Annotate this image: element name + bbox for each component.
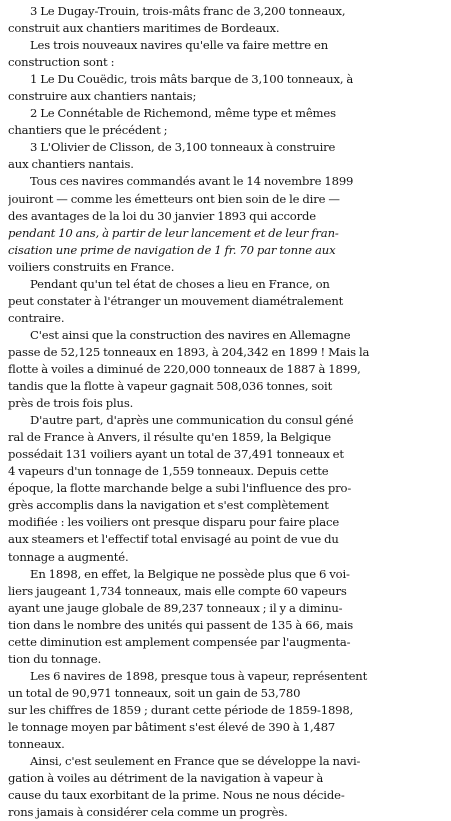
text-line: près de trois fois plus. [8, 396, 134, 411]
text-line: aux chantiers nantais. [8, 157, 134, 172]
text-line: possédait 131 voiliers ayant un total de 37,491 tonneaux et [8, 447, 344, 462]
text-line: chantiers que le précédent ; [8, 123, 168, 138]
paragraph-dugay-trouin [8, 3, 443, 37]
text-line: tonneaux. [8, 737, 65, 752]
text-line: Les 6 navires de 1898, presque tous à vapeur, représentent [30, 668, 368, 683]
text-line: sur les chiffres de 1859 ; durant cette période de 1859-1898, [8, 702, 354, 717]
text-line: passe de 52,125 tonneaux en 1893, à 204,342 en 1899 ! Mais la [8, 344, 370, 359]
text-line: Tous ces navires commandés avant le 14 novembre 1899 [30, 174, 354, 189]
text-line: gation à voiles au détriment de la navigation à vapeur à [8, 771, 324, 786]
paragraph-belgique-1898 [8, 566, 443, 668]
text-line: D'autre part, d'après une communication du consul géné [30, 413, 354, 428]
text-line: flotte à voiles a diminué de 220,000 tonneaux de 1887 à 1899, [8, 361, 361, 376]
text-line: peut constater à l'étranger un mouvement diamétralement [8, 293, 344, 308]
text-line: un total de 90,971 tonneaux, soit un gain de 53,780 [8, 685, 301, 700]
text-line: le tonnage moyen par bâtiment s'est élevé de 390 à 1,487 [8, 719, 336, 734]
text-line: tion dans le nombre des unités qui passent de 135 à 66, mais [8, 617, 354, 632]
text-line: rons jamais à considérer cela comme un progrès. [8, 805, 288, 820]
text-line: construit aux chantiers maritimes de Bordeaux. [8, 21, 280, 36]
text-line: aux steamers et l'effectif total envisagé au point de vue du [8, 532, 339, 547]
text-line: cause du taux exorbitant de la prime. Nous ne nous décide- [8, 788, 345, 803]
text-line: 4 vapeurs d'un tonnage de 1,559 tonneaux. Depuis cette [8, 464, 329, 479]
text-line: époque, la flotte marchande belge a subi l'influence des pro- [8, 481, 352, 496]
text-line: des avantages de la loi du 30 janvier 1893 qui accorde [8, 208, 317, 223]
paragraph-du-couedic [8, 71, 443, 105]
text-line: 1 Le Du Couëdic, trois mâts barque de 3,100 tonneaux, à [30, 72, 354, 87]
paragraph-conclusion [8, 753, 443, 821]
text-line: voiliers construits en France. [8, 259, 175, 274]
text-line: jouiront — comme les émetteurs ont bien soin de le dire — [8, 191, 340, 206]
text-line: construire aux chantiers nantais; [8, 89, 197, 104]
paragraph-connetable [8, 105, 443, 139]
text-line: Les trois nouveaux navires qu'elle va faire mettre en [30, 38, 329, 53]
text-line: 3 L'Olivier de Clisson, de 3,100 tonneaux à construire [30, 140, 336, 155]
text-line: construction sont : [8, 55, 115, 70]
text-line: C'est ainsi que la construction des navires en Allemagne [30, 327, 351, 342]
paragraph-olivier-de-clisson [8, 139, 443, 173]
text-line: grès accomplis dans la navigation et s'est complètement [8, 498, 329, 513]
text-line: contraire. [8, 310, 65, 325]
paragraph-mouvement-contraire [8, 276, 443, 327]
text-line: cette diminution est amplement compensée par l'augmenta- [8, 634, 351, 649]
paragraph-new-ships-intro [8, 37, 443, 71]
paragraph-allemagne [8, 327, 443, 412]
text-line: pendant 10 ans, à partir de leur lancement et de leur fran- [8, 225, 339, 240]
paragraph-navires-1898 [8, 668, 443, 753]
paragraph-belgique-1859 [8, 412, 443, 565]
text-line: tonnage a augmenté. [8, 549, 129, 564]
text-line: Pendant qu'un tel état de choses a lieu en France, on [30, 276, 330, 291]
text-line: tion du tonnage. [8, 651, 102, 666]
text-line: cisation une prime de navigation de 1 fr. 70 par tonne aux [8, 242, 336, 257]
text-line: 3 Le Dugay-Trouin, trois-mâts franc de 3,200 tonneaux, [30, 4, 346, 18]
text-line: liers jaugeant 1,734 tonneaux, mais elle compte 60 vapeurs [8, 583, 347, 598]
text-line: ral de France à Anvers, il résulte qu'en 1859, la Belgique [8, 430, 331, 445]
text-line: modifiée : les voiliers ont presque disparu pour faire place [8, 515, 340, 530]
text-line: En 1898, en effet, la Belgique ne possède plus que 6 voi- [30, 566, 350, 581]
text-line: Ainsi, c'est seulement en France que se développe la navi- [30, 754, 361, 769]
text-line: 2 Le Connétable de Richemond, même type et mêmes [30, 106, 336, 121]
text-line: tandis que la flotte à vapeur gagnait 508,036 tonnes, soit [8, 379, 333, 394]
text-line: ayant une jauge globale de 89,237 tonneaux ; il y a diminu- [8, 600, 343, 615]
paragraph-prime-navigation [8, 173, 443, 275]
